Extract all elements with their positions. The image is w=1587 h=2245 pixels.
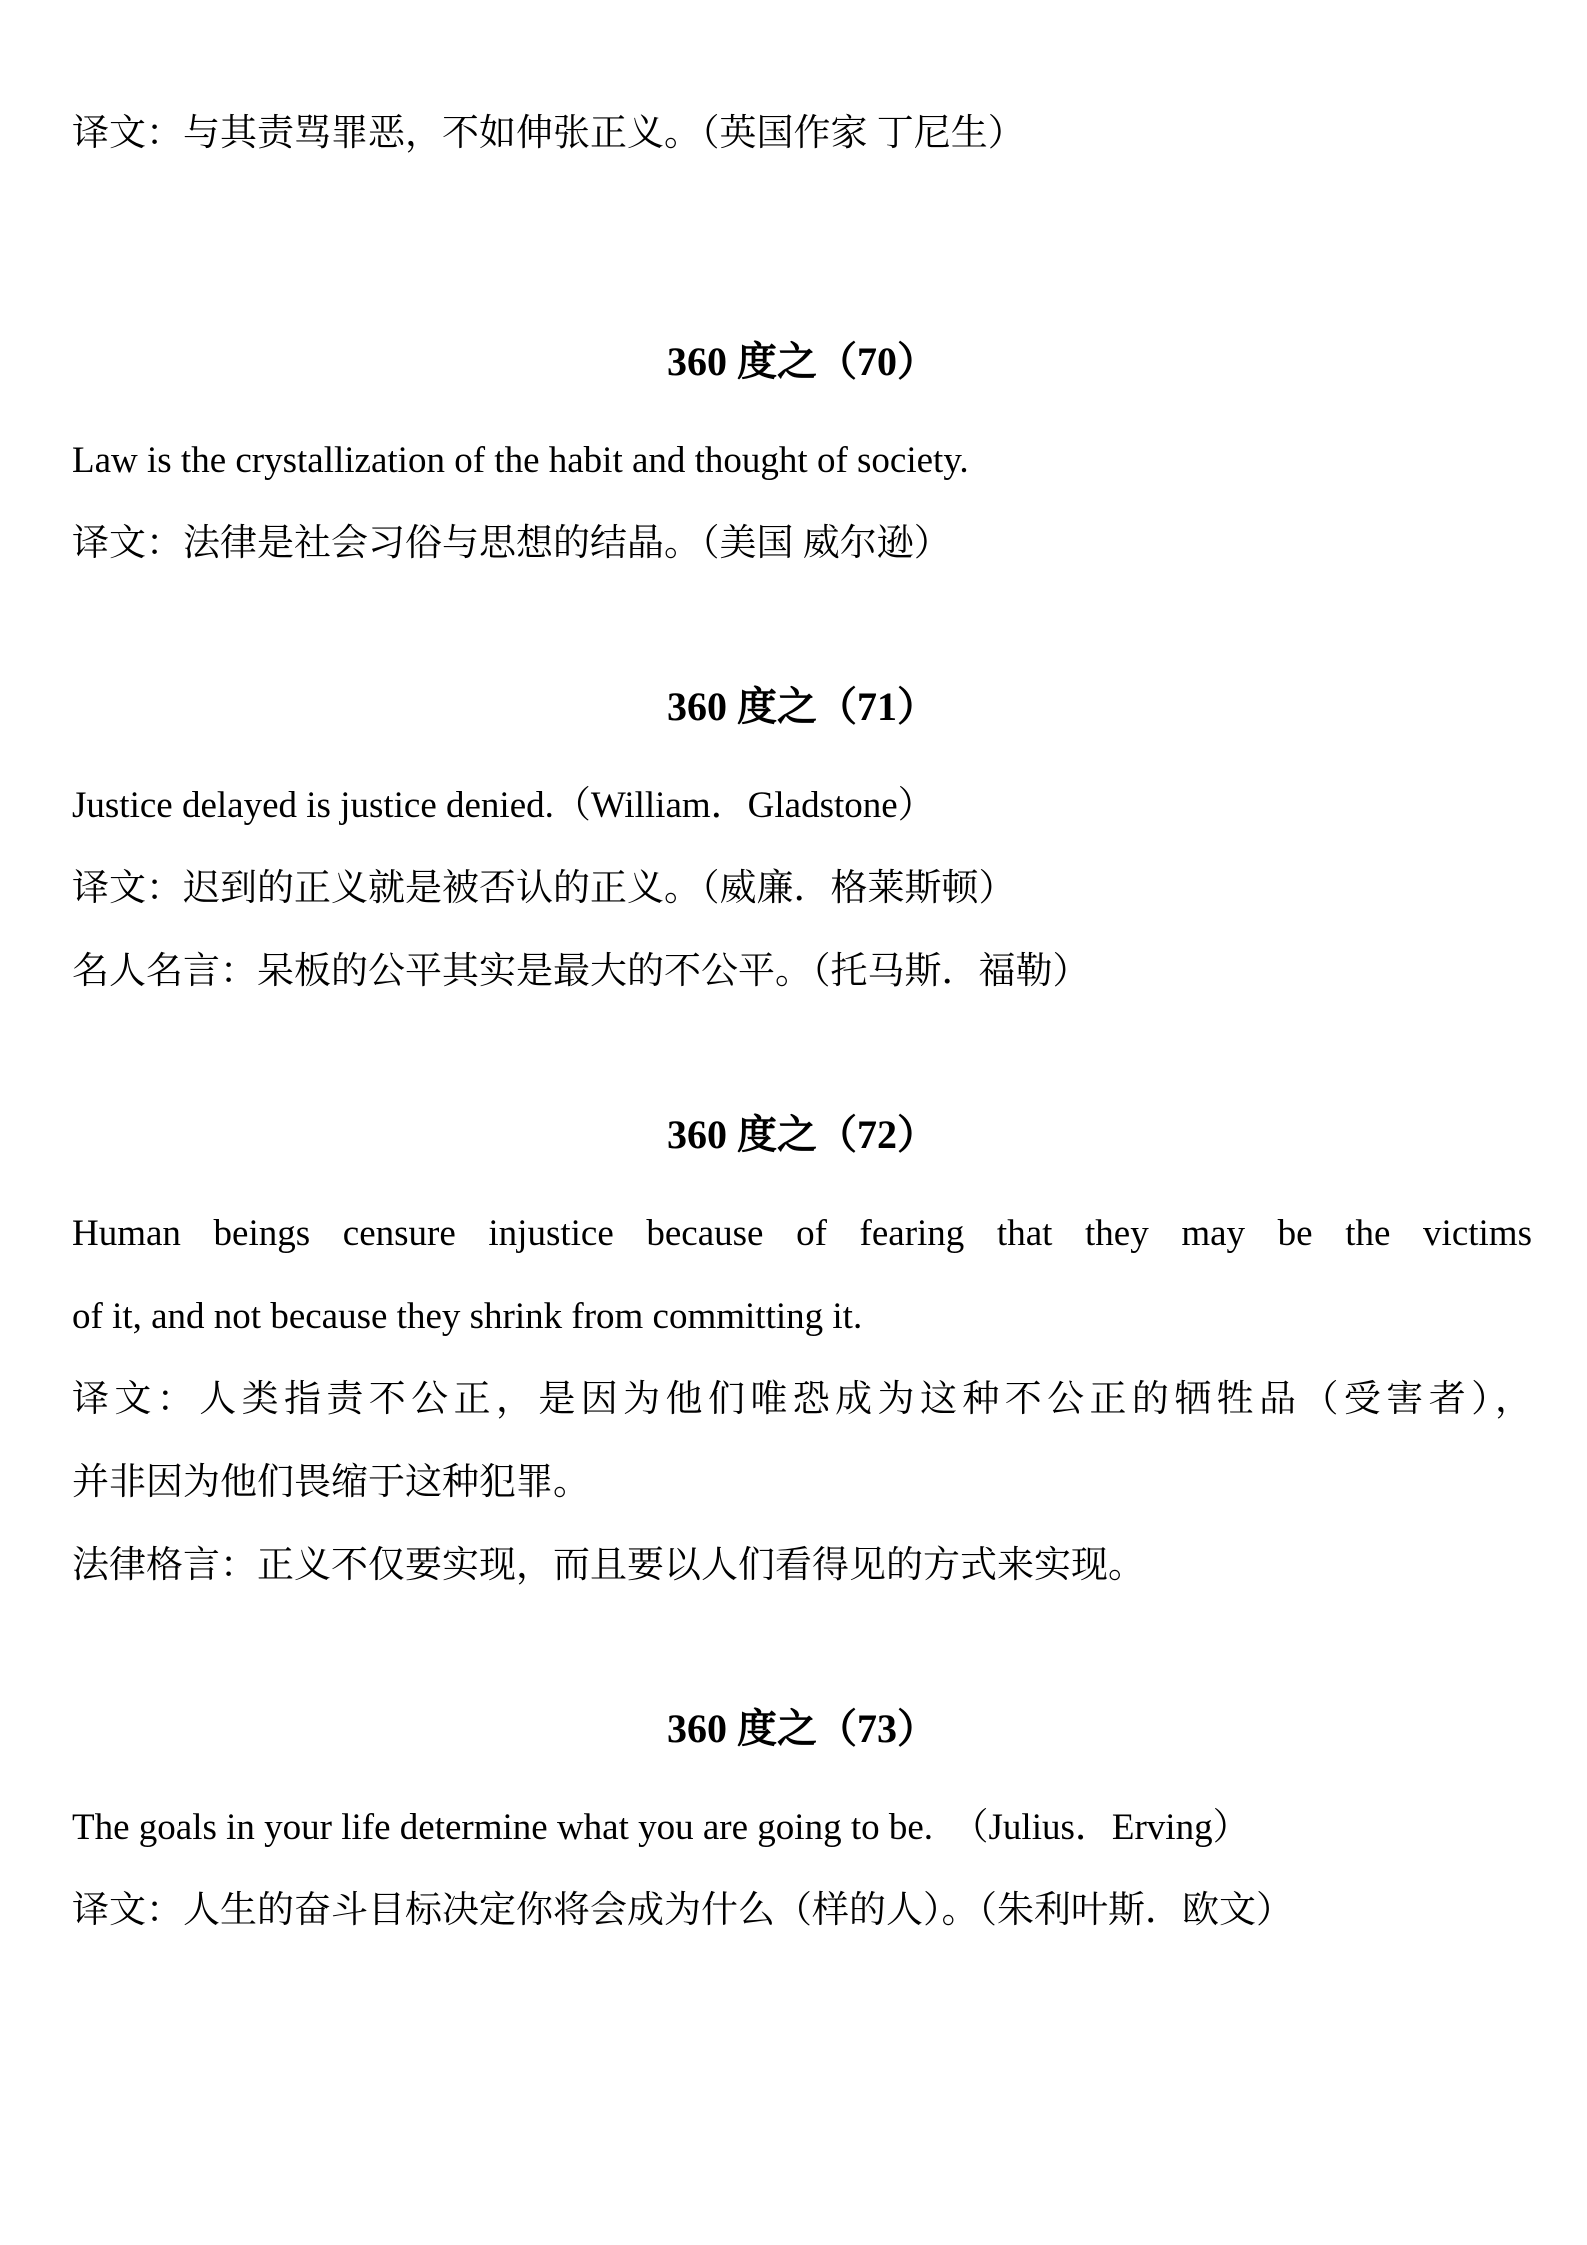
section-70 [72,320,1532,585]
section-73-translation: 译文：人生的奋斗目标决定你将会成为什么（样的人）。（朱利叶斯．欧文） [72,1890,1293,1931]
section-72-english-quote-line-1: Human beings censure injustice because of fearing that they may be the victims [72,1213,1532,1254]
section-71-english-quote: Justice delayed is justice denied.（William．Gladstone） [72,785,935,826]
section-72-translation-line-2: 并非因为他们畏缩于这种犯罪。 [72,1462,590,1503]
section-72-translation-line-1: 译文：人类指责不公正，是因为他们唯恐成为这种不公正的牺牲品（受害者）， [72,1379,1532,1420]
section-73-english-quote: The goals in your life determine what you are going to be. （Julius．Erving） [72,1807,1250,1848]
section-71 [72,665,1532,1013]
section-71-famous-saying: 名人名言：呆板的公平其实是最大的不公平。（托马斯．福勒） [72,951,1090,992]
section-72-legal-maxim: 法律格言：正义不仅要实现，而且要以人们看得见的方式来实现。 [72,1545,1145,1586]
section-73 [72,1687,1532,1952]
section-73-heading: 360 度之（73） [667,1706,937,1751]
section-71-translation: 译文：迟到的正义就是被否认的正义。（威廉．格莱斯顿） [72,868,1016,909]
section-72-english-quote-line-2: of it, and not because they shrink from committing it. [72,1296,863,1337]
intro-translation-line: 译文：与其责骂罪恶，不如伸张正义。（英国作家 丁尼生） [72,113,1025,154]
section-71-heading: 360 度之（71） [667,684,937,729]
section-70-english-quote: Law is the crystallization of the habit and thought of society. [72,440,969,481]
section-70-heading: 360 度之（70） [667,339,937,384]
section-72-heading: 360 度之（72） [667,1112,937,1157]
section-70-translation: 译文：法律是社会习俗与思想的结晶。（美国 威尔逊） [72,523,951,564]
section-72 [72,1093,1532,1607]
